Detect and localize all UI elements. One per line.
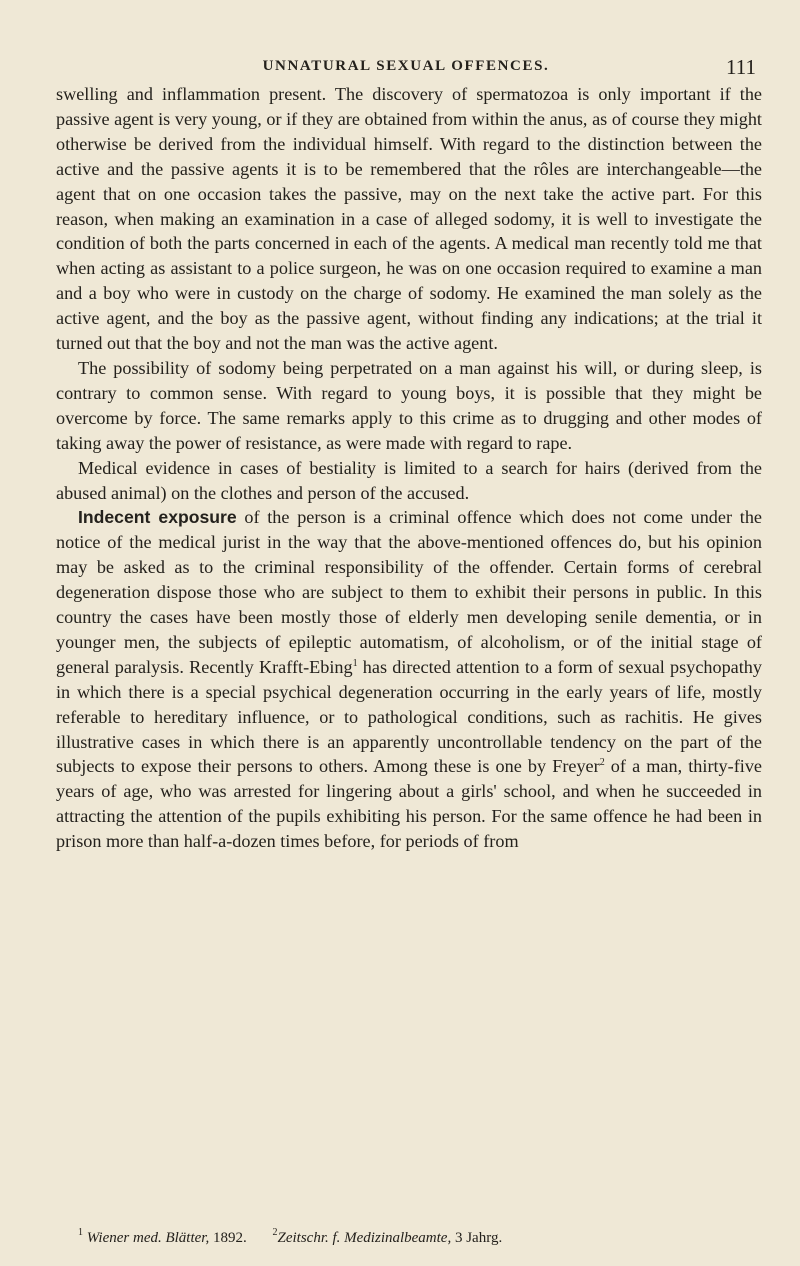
footnote-marker: 2 — [272, 1227, 278, 1238]
paragraph-text: of a man, thirty-five years of age, who was arrested for lingering about a girls' school, and when he succeeded in attracting the attention of the pupils exhibiting his person. For the same offence he had been in prison more than half-a-dozen times before, for periods of from — [56, 756, 762, 852]
paragraph: Medical evidence in cases of bestiality is limited to a search for hairs (derived from the abused animal) on the clothes and person of the accused. — [56, 457, 762, 503]
footnote-source: Wiener med. Blätter, — [86, 1230, 210, 1246]
footnote — [78, 1227, 247, 1246]
paragraph-text: has directed attention to a form of sexual psychopathy in which there is a special psychical degeneration occurring in the early years of life, mostly referable to hereditary influence, or to pathological conditions, such as rachitis. He gives illustrative cases in which there is an apparently uncontrollable tendency on the part of the subjects to expose their persons to others. Among these is one by Freyer — [56, 656, 762, 777]
footnote-detail: 3 Jahrg. — [451, 1230, 503, 1246]
footnote-ref[interactable]: 1 — [352, 657, 358, 669]
footnote-ref[interactable]: 2 — [599, 757, 605, 769]
paragraph-indecent-exposure — [56, 505, 762, 854]
section-lead: Indecent exposure — [78, 507, 237, 528]
footnote — [272, 1227, 503, 1246]
paragraph-text: of the person is a criminal offence which does not come under the notice of the medical jurist in the way that the above-mentioned offences do, but his opinion may be asked as to the criminal responsibility of the offender. Certain forms of cerebral degeneration dispose those who are subject to them to exhibit their persons in public. In this country the cases have been mostly those of elderly men developing senile dementia, or in younger men, the subjects of epileptic automatism, of alcoholism, or of the initial stage of general paralysis. Recently Krafft-Ebing — [56, 507, 762, 677]
running-title: UNNATURAL SEXUAL OFFENCES. — [262, 58, 550, 74]
footnote-detail: 1892. — [209, 1230, 247, 1246]
page-number: 111 — [726, 55, 756, 79]
footnotes — [78, 1228, 768, 1248]
paragraph: The possibility of sodomy being perpetrated on a man against his will, or during sleep, is contrary to common sense. With regard to young boys, it is possible that they might be overcome by force. The same remarks apply to this crime as to drugging and other modes of taking away the power of resistance, as were made with regard to rape. — [56, 357, 762, 453]
footnote-marker: 1 — [78, 1227, 83, 1238]
footnote-source: Zeitschr. f. Medizinalbeamte, — [277, 1230, 452, 1246]
paragraph: swelling and inflammation present. The discovery of spermatozoa is only important if the passive agent is very young, or if they are obtained from within the anus, as of course they might otherwise be derived from the individual himself. With regard to the distinction between the active and the passive agents it is to be remembered that the rôles are interchangeable—the agent that on one occasion takes the passive, may on the next take the active part. For this reason, when making an examination in a case of alleged sodomy, it is well to investigate the condition of both the parts concerned in each of the agents. A medical man recently told me that when acting as assistant to a police surgeon, he was on one occasion required to examine a man and a boy who were in custody on the charge of sodomy. He examined the man solely as the active agent, and the boy as the passive agent, without finding any indications; at the trial it turned out that the boy and not the man was the active agent. — [56, 84, 762, 354]
body-text — [56, 82, 762, 854]
